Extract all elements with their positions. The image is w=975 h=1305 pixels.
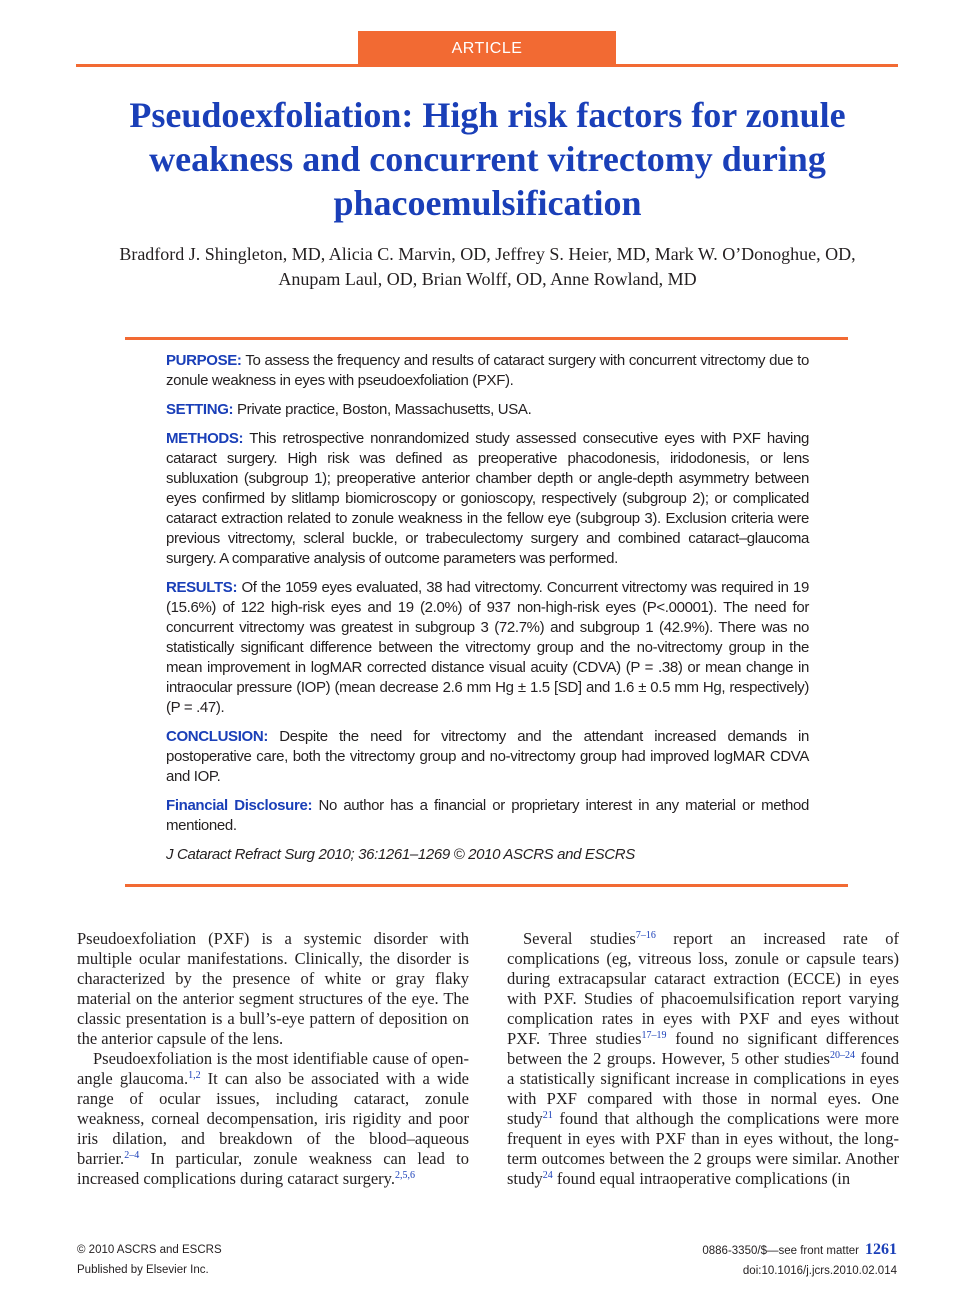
body-paragraph	[507, 929, 899, 1189]
issn-line	[702, 1240, 897, 1261]
abstract-setting	[166, 400, 809, 420]
setting-label: SETTING:	[166, 401, 234, 418]
footer-right	[702, 1240, 897, 1281]
body-column-right	[507, 929, 899, 1189]
page-number: 1261	[865, 1241, 897, 1258]
reference-link[interactable]: 2,5,6	[394, 1170, 415, 1181]
results-label: RESULTS:	[166, 579, 238, 596]
body-text: Pseudoexfoliation is the most identifiable cause of open-angle glaucoma.	[77, 1049, 469, 1088]
disclosure-label: Financial Disclosure:	[166, 797, 313, 814]
abstract-results	[166, 578, 809, 718]
disclosure-text: No author has a financial or proprietary interest in any material or method mentioned.	[166, 797, 809, 834]
authors-line-1: Bradford J. Shingleton, MD, Alicia C. Marvin, OD, Jeffrey S. Heier, MD, Mark W. O’Donoghue, OD,	[119, 244, 856, 264]
purpose-text: To assess the frequency and results of cataract surgery with concurrent vitrectomy due to zonule weakness in eyes with pseudoexfoliation (PXF).	[166, 352, 809, 389]
abstract-methods	[166, 429, 809, 569]
reference-link[interactable]: 21	[542, 1110, 553, 1121]
article-type-tag: ARTICLE	[358, 31, 616, 65]
body-text: found no significant differences between the 2 groups. However, 5 other studies	[507, 1029, 899, 1068]
reference-link[interactable]: 24	[542, 1170, 553, 1181]
body-text: report an increased rate of complications (eg, vitreous loss, zonule or capsule tears) during extracapsular cataract extraction (ECCE) in eyes with PXF. Studies of phacoemulsification report varying complication rates in eyes with PXF and eyes without PXF. Three studies	[507, 929, 899, 1048]
body-paragraph: Pseudoexfoliation (PXF) is a systemic disorder with multiple ocular manifestations. Clinically, the disorder is characterized by the presence of white or gray flaky material on the anterior segment structures of the eye. The classic presentation is a bull’s-eye pattern of deposition on the anterior capsule of the lens.	[77, 929, 469, 1048]
abstract	[166, 351, 809, 874]
copyright-notice: © 2010 ASCRS and ESCRS	[77, 1244, 222, 1256]
reference-link[interactable]: 17–19	[641, 1030, 667, 1041]
results-text: Of the 1059 eyes evaluated, 38 had vitrectomy. Concurrent vitrectomy was required in 19 (15.6%) of 122 high-risk eyes and 19 (2.0%) of 937 non-high-risk eyes (P<.00001). The need for concurrent vitrectomy was greatest in subgroup 3 (72.7%) and subgroup 1 (42.9%). There was no statistically significant difference between the vitrectomy group and the no-vitrectomy group in the mean improvement in logMAR corrected distance visual acuity (CDVA) (P = .38) or mean change in intraocular pressure (IOP) (mean decrease 2.6 mm Hg ± 1.5 [SD] and 1.6 ± 0.5 mm Hg, respectively) (P = .47).	[166, 579, 809, 716]
issn-text: 0886-3350/$—see front matter	[702, 1245, 859, 1257]
footer-left	[77, 1240, 222, 1280]
methods-text: This retrospective nonrandomized study assessed consecutive eyes with PXF having cataract surgery. High risk was defined as preoperative phacodonesis, iridodonesis, or lens subluxation (subgroup 1); preoperative anterior chamber depth or angle-depth asymmetry between eyes confirmed by slitlamp biomicroscopy or gonioscopy, respectively (subgroup 2); or complicated cataract extraction related to zonule weakness in the fellow eye (subgroup 3). Exclusion criteria were previous vitrectomy, scleral buckle, or trabeculectomy surgery and combined cataract–glaucoma surgery. A comparative analysis of outcome parameters was performed.	[166, 430, 809, 567]
body-text: found equal intraoperative complications (in	[552, 1169, 851, 1188]
reference-link[interactable]: 2–4	[124, 1150, 140, 1161]
publisher-notice: Published by Elsevier Inc.	[77, 1264, 209, 1276]
reference-link[interactable]: 20–24	[829, 1050, 855, 1061]
body-text: Several studies	[523, 929, 636, 948]
header-rule	[76, 64, 898, 67]
body-text: It can also be associated with a wide range of ocular issues, including cataract, zonule weakness, corneal decompensation, iris rigidity and poor iris dilation, and breakdown of the blood–aqueous barrier.	[77, 1069, 469, 1168]
abstract-bottom-rule	[125, 884, 848, 887]
journal-citation: J Cataract Refract Surg 2010; 36:1261–1269 © 2010 ASCRS and ESCRS	[166, 846, 635, 863]
reference-link[interactable]: 1,2	[188, 1070, 201, 1081]
doi-link[interactable]: doi:10.1016/j.jcrs.2010.02.014	[742, 1265, 897, 1277]
article-title: Pseudoexfoliation: High risk factors for zonule weakness and concurrent vitrectomy during phacoemulsification	[129, 95, 846, 223]
body-text: In particular, zonule weakness can lead to increased complications during cataract surgery.	[77, 1149, 469, 1188]
abstract-top-rule	[125, 337, 848, 340]
methods-label: METHODS:	[166, 430, 244, 447]
abstract-disclosure	[166, 796, 809, 836]
purpose-label: PURPOSE:	[166, 352, 242, 369]
abstract-purpose	[166, 351, 809, 391]
conclusion-text: Despite the need for vitrectomy and the attendant increased demands in postoperative care, both the vitrectomy group and no-vitrectomy group had improved logMAR CDVA and IOP.	[166, 728, 809, 785]
abstract-conclusion	[166, 727, 809, 787]
author-list	[60, 242, 915, 292]
body-column-left	[77, 929, 469, 1189]
conclusion-label: CONCLUSION:	[166, 728, 268, 745]
authors-line-2: Anupam Laul, OD, Brian Wolff, OD, Anne Rowland, MD	[278, 269, 697, 289]
body-text: found that although the complications were more frequent in eyes with PXF than in eyes without, the long-term outcomes between the 2 groups were similar. Another study	[507, 1109, 899, 1188]
body-paragraph	[77, 1049, 469, 1189]
setting-text: Private practice, Boston, Massachusetts, USA.	[233, 401, 532, 418]
reference-link[interactable]: 7–16	[635, 930, 656, 941]
body-text: found a statistically significant increase in complications in eyes with PXF compared with those in normal eyes. One study	[507, 1049, 899, 1128]
